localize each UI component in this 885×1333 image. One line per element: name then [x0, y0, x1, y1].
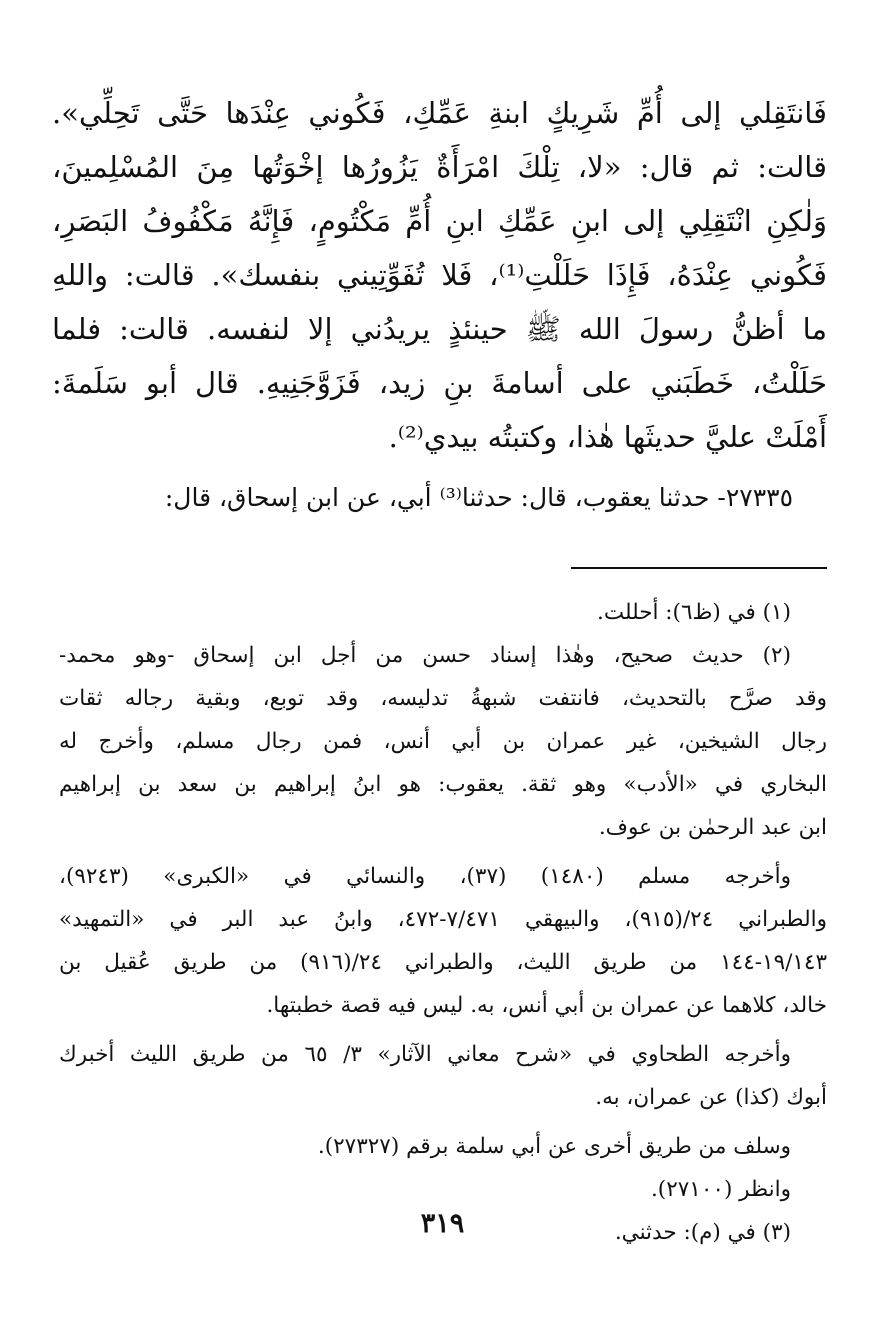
- footnote-line: (١) في (ظ٦): أحللت.: [597, 600, 791, 625]
- footnote-divider: [571, 567, 827, 569]
- footnote-line: وأخرجه الطحاوي في «شرح معاني الآثار» ٣/ ٦٥ من طريق الليث أخبرك: [59, 1042, 792, 1067]
- footnote-2-paragraph-3: [59, 1033, 827, 1119]
- footnote-2-paragraph-2: [59, 855, 827, 1027]
- main-text-block: [52, 86, 827, 464]
- footnote-2-paragraph-4: [59, 1125, 827, 1168]
- footnote-1: [59, 591, 827, 634]
- hadith-heading-line: ٢٧٣٣٥- حدثنا يعقوب، قال: حدثنا⁽³⁾ أبي، عن ابن إسحاق، قال:: [164, 483, 793, 512]
- footnote-line: أبوك (كذا) عن عمران، به.: [595, 1085, 827, 1110]
- main-text-line: فَكُوني عِنْدَهُ، فَإِذَا حَلَلْتِ⁽¹⁾، فَلا تُفَوِّتِيني بنفسك». قالت: واللهِ: [52, 258, 827, 292]
- main-text-line: أَمْلَتْ عليَّ حديثَها هٰذا، وكتبتُه بيدي⁽²⁾.: [388, 420, 827, 454]
- footnote-line: خالد، كلاهما عن عمران بن أبي أنس، به. ليس فيه قصة خطبتها.: [266, 993, 827, 1018]
- footnote-line: وقد صرَّح بالتحديث، فانتفت شبهةُ تدليسه، وقد توبع، وبقية رجاله ثقات: [59, 686, 827, 711]
- footnote-2-paragraph-5: [59, 1168, 827, 1211]
- main-text-line: ما أظنُّ رسولَ الله ﷺ حينئذٍ يريدُني إلا لنفسه. قالت: فلما: [52, 312, 827, 346]
- main-text-line: قالت: ثم قال: «لا، تِلْكَ امْرَأَةٌ يَزُورُها إخْوَتُها مِنَ المُسْلِمينَ،: [52, 150, 827, 184]
- footnote-2-paragraph-1: [59, 634, 827, 849]
- footnote-line: (٣) في (م): حدثني.: [614, 1220, 791, 1245]
- footnote-line: والطبراني ٢٤/(٩١٥)، والبيهقي ٧/٤٧١-٤٧٢، وابنُ عبد البر في «التمهيد»: [59, 907, 827, 932]
- footnote-line: (٢) حديث صحيح، وهٰذا إسناد حسن من أجل ابن إسحاق -وهو محمد-: [59, 643, 791, 668]
- footnote-line: ابن عبد الرحمٰن بن عوف.: [598, 815, 827, 840]
- page-number: ٣١٩: [420, 1208, 465, 1239]
- main-text-line: وَلٰكِنِ انْتَقِلِي إلى ابنِ عَمِّكِ ابنِ أُمِّ مَكْتُومٍ، فَإِنَّهُ مَكْفُوفُ البَصَرِ،: [52, 204, 827, 238]
- footnote-line: رجال الشيخين، غير عمران بن أبي أنس، فمن رجال مسلم، وأخرج له: [59, 729, 827, 754]
- footnote-line: وسلف من طريق أخرى عن أبي سلمة برقم (٢٧٣٢٧).: [317, 1134, 791, 1159]
- main-text-line: فَانتَقِلي إلى أُمِّ شَرِيكٍ ابنةِ عَمِّكِ، فَكُوني عِنْدَها حَتَّى تَحِلِّي».: [52, 96, 827, 130]
- footnote-line: وانظر (٢٧١٠٠).: [650, 1177, 791, 1202]
- footnotes-block: [59, 591, 827, 1254]
- footnote-line: ١٩/١٤٣-١٤٤ من طريق الليث، والطبراني ٢٤/(٩١٦) من طريق عُقيل بن: [59, 950, 827, 975]
- footnote-line: وأخرجه مسلم (١٤٨٠) (٣٧)، والنسائي في «الكبرى» (٩٢٤٣)،: [59, 864, 791, 889]
- main-text-line: حَلَلْتُ، خَطَبَني على أسامةَ بنِ زيد، فَزَوَّجَنِيهِ. قال أبو سَلَمةَ:: [52, 366, 827, 400]
- footnote-line: البخاري في «الأدب» وهو ثقة. يعقوب: هو ابنُ إبراهيم بن سعد بن إبراهيم: [59, 772, 827, 797]
